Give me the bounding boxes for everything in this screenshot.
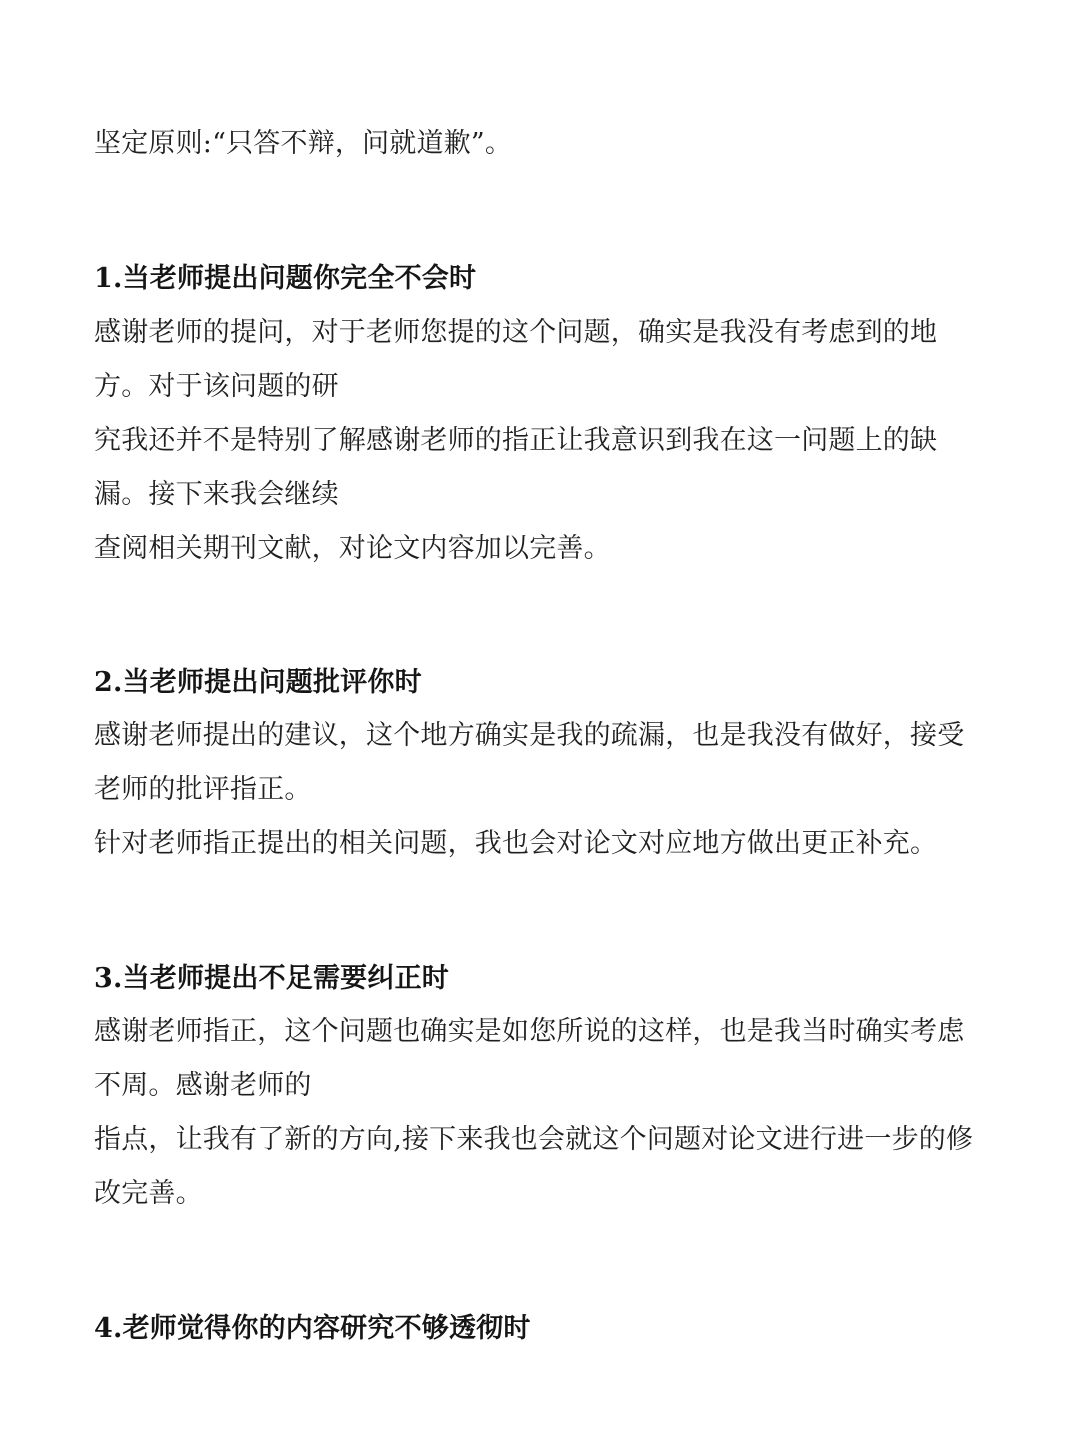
section-1-line: 方。对于该问题的研 bbox=[94, 371, 339, 402]
section-2-heading: 2.当老师提出问题批评你时 bbox=[94, 667, 422, 698]
section-1-line: 查阅相关期刊文献，对论文内容加以完善。 bbox=[94, 533, 611, 564]
section-3-line: 指点，让我有了新的方向,接下来我也会就这个问题对论文进行进一步的修 bbox=[94, 1124, 974, 1155]
section-3-line: 不周。感谢老师的 bbox=[94, 1070, 312, 1101]
section-2-line: 老师的批评指正。 bbox=[94, 774, 312, 805]
section-1-line: 感谢老师的提问，对于老师您提的这个问题，确实是我没有考虑到的地 bbox=[94, 317, 938, 348]
section-2-line: 感谢老师提出的建议，这个地方确实是我的疏漏，也是我没有做好，接受 bbox=[94, 720, 965, 751]
section-1-heading: 1.当老师提出问题你完全不会时 bbox=[94, 263, 477, 294]
section-3-heading: 3.当老师提出不足需要纠正时 bbox=[94, 963, 449, 994]
intro-principle: 坚定原则:“只答不辩，问就道歉”。 bbox=[94, 128, 513, 159]
section-2-line: 针对老师指正提出的相关问题，我也会对论文对应地方做出更正补充。 bbox=[94, 828, 938, 859]
section-1-line: 究我还并不是特别了解感谢老师的指正让我意识到我在这一问题上的缺 bbox=[94, 425, 938, 456]
section-3-line: 感谢老师指正，这个问题也确实是如您所说的这样，也是我当时确实考虑 bbox=[94, 1016, 965, 1047]
section-3-line: 改完善。 bbox=[94, 1178, 203, 1209]
section-4-heading: 4.老师觉得你的内容研究不够透彻时 bbox=[94, 1313, 531, 1344]
section-1-line: 漏。接下来我会继续 bbox=[94, 479, 339, 510]
